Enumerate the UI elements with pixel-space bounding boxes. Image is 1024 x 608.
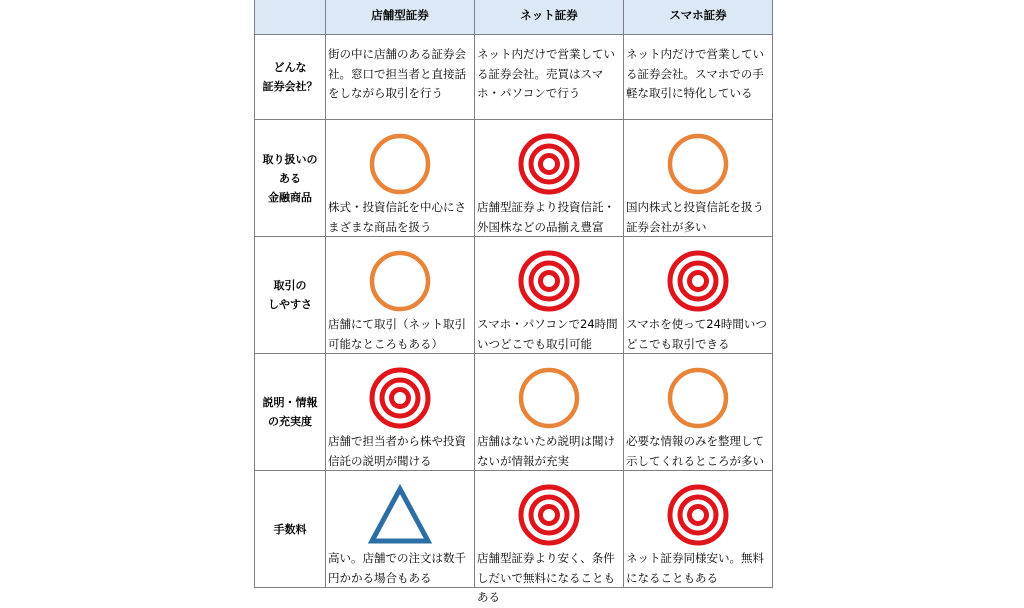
cell-text: 高い。店舗での注文は数千円かかる場合もある	[328, 551, 466, 585]
comparison-table	[254, 0, 773, 604]
double-circle-mark-icon	[517, 249, 581, 313]
cell-text: 必要な情報のみを整理して示してくれるところが多い	[626, 434, 764, 468]
table-cell	[624, 237, 773, 354]
header-smartphone-securities: スマホ証券	[624, 0, 773, 35]
row-label: 取り扱いの ある 金融商品	[255, 120, 326, 237]
table-cell	[624, 471, 773, 588]
cell-text: 店舗で担当者から株や投資信託の説明が聞ける	[328, 434, 466, 468]
circle-mark-icon	[368, 249, 432, 313]
row-products	[255, 120, 773, 237]
cell-text: 店舗にて取引（ネット取引可能なところもある）	[328, 317, 466, 351]
circle-mark-icon	[666, 366, 730, 430]
circle-mark-icon	[517, 366, 581, 430]
cell-text: スマホ・パソコンで24時間いつどこでも取引可能	[477, 317, 618, 351]
row-information	[255, 354, 773, 471]
table-cell	[326, 237, 475, 354]
cell-text: ネット内だけで営業している証券会社。スマホでの手軽な取引に特化している	[626, 47, 764, 100]
row-fees	[255, 471, 773, 588]
header-corner	[255, 0, 326, 35]
table-cell	[475, 237, 624, 354]
table-cell	[326, 120, 475, 237]
table-cell	[475, 120, 624, 237]
double-circle-mark-icon	[517, 132, 581, 196]
cell-text: 街の中に店舗のある証券会社。窓口で担当者と直接話をしながら取引を行う	[328, 47, 466, 100]
table-cell	[624, 120, 773, 237]
row-what-kind	[255, 35, 773, 120]
table-cell	[326, 354, 475, 471]
row-label: どんな 証券会社？	[255, 35, 326, 120]
cell-text: 株式・投資信託を中心にさまざまな商品を扱う	[328, 200, 466, 234]
table-cell	[475, 35, 624, 120]
header-online-securities: ネット証券	[475, 0, 624, 35]
table-cell	[624, 35, 773, 120]
table-cell	[326, 471, 475, 588]
row-label: 取引の しやすさ	[255, 237, 326, 354]
circle-mark-icon	[666, 132, 730, 196]
header-store-securities: 店舗型証券	[326, 0, 475, 35]
table-cell	[475, 471, 624, 604]
row-label: 手数料	[255, 471, 326, 588]
triangle-mark-icon	[368, 483, 432, 547]
table-cell	[326, 35, 475, 120]
cell-text: スマホを使って24時間いつどこでも取引できる	[626, 317, 767, 351]
double-circle-mark-icon	[666, 249, 730, 313]
cell-text: ネット証券同様安い。無料になることもある	[626, 551, 764, 585]
row-label: 説明・情報 の充実度	[255, 354, 326, 471]
cell-text: ネット内だけで営業している証券会社。売買はスマホ・パソコンで行う	[477, 47, 615, 100]
double-circle-mark-icon	[517, 483, 581, 547]
double-circle-mark-icon	[368, 366, 432, 430]
cell-text: 国内株式と投資信託を扱う証券会社が多い	[626, 200, 764, 234]
table-cell	[624, 354, 773, 471]
cell-text: 店舗型証券より安く、条件しだいで無料になることもある	[477, 551, 615, 604]
row-ease-of-trading	[255, 237, 773, 354]
double-circle-mark-icon	[666, 483, 730, 547]
cell-text: 店舗はないため説明は聞けないが情報が充実	[477, 434, 615, 468]
header-row	[255, 0, 773, 35]
circle-mark-icon	[368, 132, 432, 196]
table-cell	[475, 354, 624, 471]
cell-text: 店舗型証券より投資信託・外国株などの品揃え豊富	[477, 200, 615, 234]
